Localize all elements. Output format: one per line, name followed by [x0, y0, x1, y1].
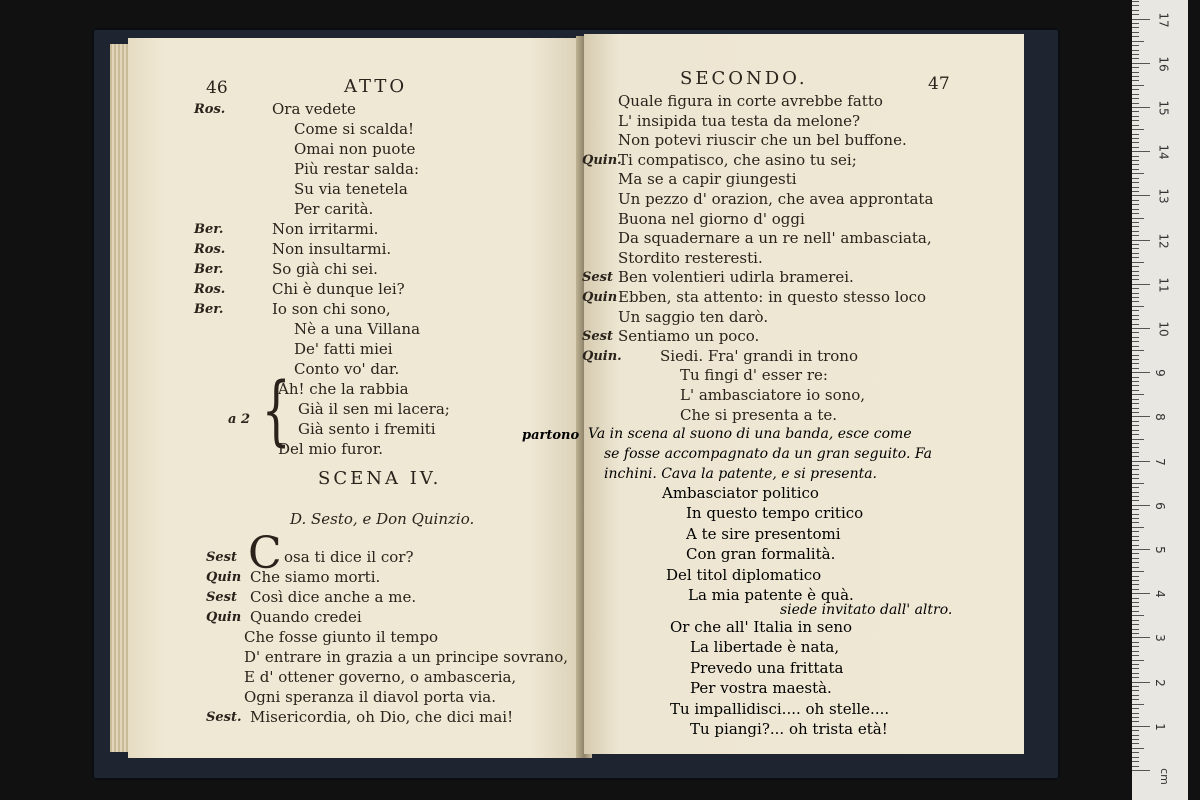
ruler-tick	[1132, 262, 1144, 263]
dialogue-line: Quando credei	[250, 608, 362, 626]
ruler-number: 17	[1156, 11, 1171, 28]
scene-title: SCENA IV.	[318, 468, 442, 489]
ruler-tick	[1132, 156, 1139, 157]
ruler-tick	[1132, 704, 1144, 705]
ruler-tick	[1132, 606, 1139, 607]
verse-line: Ma se a capir giungesti	[618, 170, 797, 189]
verse-line: Un saggio ten darò.	[618, 307, 769, 326]
ruler-tick	[1132, 337, 1139, 338]
ruler-tick	[1132, 558, 1139, 559]
ruler-tick	[1132, 708, 1139, 709]
verse-line: Che si presenta a te.	[680, 405, 838, 424]
dialogue-line: E d' ottener governo, o ambasceria,	[244, 668, 517, 686]
ruler-tick	[1132, 111, 1139, 112]
speaker-label: Sest	[582, 270, 613, 286]
ruler-tick	[1132, 248, 1139, 249]
ruler-tick	[1132, 598, 1139, 599]
verse-line: Ambasciator politico	[662, 484, 819, 502]
ruler-number: 1	[1152, 722, 1167, 731]
ruler-tick	[1132, 567, 1139, 568]
verse-line: Per vostra maestà.	[690, 679, 832, 698]
ruler-tick	[1132, 425, 1139, 426]
ruler-tick	[1132, 682, 1150, 683]
ruler-tick	[1132, 120, 1139, 121]
ruler-tick	[1132, 686, 1139, 687]
ruler-number: 5	[1152, 546, 1167, 554]
speaker-label: Sest	[206, 550, 237, 565]
ruler-number: 12	[1156, 232, 1171, 249]
ruler-tick	[1132, 408, 1139, 409]
ruler-tick	[1132, 483, 1144, 484]
ruler-tick	[1132, 178, 1139, 179]
speaker-label: Ros.	[194, 102, 226, 117]
verse-line: Io son chi sono,	[272, 300, 391, 318]
ruler-tick	[1132, 324, 1139, 325]
ruler-tick	[1132, 531, 1139, 532]
ruler-tick	[1132, 500, 1139, 501]
ruler-tick	[1132, 98, 1139, 99]
ruler-tick	[1132, 487, 1139, 488]
ruler-tick	[1132, 301, 1139, 302]
ruler-tick	[1132, 390, 1139, 391]
ruler-tick	[1132, 14, 1139, 15]
ruler-tick	[1132, 85, 1144, 86]
ruler-tick	[1132, 213, 1139, 214]
ruler-tick	[1132, 492, 1139, 493]
ruler-tick	[1132, 173, 1144, 174]
ruler-tick	[1132, 549, 1150, 550]
ruler-number: 16	[1156, 56, 1171, 72]
ruler-tick	[1132, 103, 1139, 104]
ruler-tick	[1132, 297, 1139, 298]
dialogue-line: osa ti dice il cor?	[284, 548, 414, 566]
ruler-tick	[1132, 412, 1139, 413]
ruler-tick	[1132, 478, 1139, 479]
ruler-tick	[1132, 76, 1139, 77]
ruler-tick	[1132, 19, 1150, 20]
speaker-label: Ros.	[194, 242, 226, 257]
ruler-tick	[1132, 372, 1150, 373]
speaker-label: Quin	[582, 290, 618, 305]
ruler-tick	[1132, 571, 1144, 572]
ruler-tick	[1132, 346, 1139, 347]
ruler-tick	[1132, 540, 1139, 541]
verse-line: Ben volentieri udirla bramerei.	[618, 268, 854, 287]
ruler-tick	[1132, 125, 1139, 126]
speaker-label: Ber.	[194, 222, 224, 237]
ruler-tick	[1132, 142, 1139, 143]
verse-line: Conto vo' dar.	[294, 360, 400, 378]
ruler-tick	[1132, 355, 1139, 356]
verse-line: Tu piangi?... oh trista età!	[690, 720, 888, 738]
ruler-tick	[1132, 332, 1139, 333]
ruler-tick	[1132, 469, 1139, 470]
ruler-tick	[1132, 116, 1139, 117]
ruler-tick	[1132, 743, 1139, 744]
speaker-label: Sest	[582, 329, 613, 345]
ruler-tick	[1132, 717, 1139, 718]
verse-line: Tu impallidisci.... oh stelle....	[670, 699, 890, 718]
ruler-tick	[1132, 576, 1139, 577]
speaker-label: Ber.	[194, 262, 224, 277]
ruler-tick	[1132, 350, 1144, 351]
ruler-tick	[1132, 377, 1139, 378]
ruler-tick	[1132, 58, 1139, 59]
ruler-tick	[1132, 739, 1139, 740]
verse-line: Non insultarmi.	[272, 240, 392, 258]
ruler-tick	[1132, 721, 1139, 722]
ruler-tick	[1132, 134, 1139, 135]
left-page	[128, 38, 584, 758]
ruler-tick	[1132, 602, 1139, 603]
ruler-tick	[1132, 284, 1150, 285]
ruler-tick	[1132, 72, 1139, 73]
ruler-tick	[1132, 456, 1139, 457]
speaker-label: Quin	[206, 610, 242, 625]
ruler-tick	[1132, 430, 1139, 431]
ruler-tick	[1132, 63, 1150, 64]
ruler-tick	[1132, 271, 1139, 272]
ruler-number: 6	[1152, 501, 1167, 510]
speaker-label: Quin.	[582, 348, 622, 364]
dialogue-line: Misericordia, oh Dio, che dici mai!	[250, 708, 514, 726]
ruler-tick	[1132, 253, 1139, 254]
scene-cast: D. Sesto, e Don Quinzio.	[290, 510, 475, 528]
ruler-tick	[1132, 169, 1139, 170]
ruler-number: 3	[1152, 634, 1167, 643]
ruler-tick	[1132, 761, 1139, 762]
ruler-number: 2	[1152, 678, 1167, 687]
ruler-tick	[1132, 713, 1139, 714]
verse-line: Un pezzo d' orazion, che avea approntata	[618, 190, 934, 208]
stage-direction-line: Va in scena al suono di una banda, esce come	[588, 426, 912, 442]
ruler-tick	[1132, 385, 1139, 386]
verse-line: Già il sen mi lacera;	[298, 400, 450, 418]
ruler-tick	[1132, 288, 1139, 289]
verse-line: Su via tenetela	[294, 180, 408, 198]
dialogue-line: Che siamo morti.	[250, 568, 381, 586]
verse-line: Non potevi riuscir che un bel buffone.	[618, 131, 907, 150]
ruler-tick	[1132, 293, 1139, 294]
ruler-tick	[1132, 651, 1139, 652]
ruler-tick	[1132, 94, 1139, 95]
ruler-tick	[1132, 589, 1139, 590]
verse-line: L' ambasciatore io sono,	[680, 386, 866, 404]
verse-line: Tu fingi d' esser re:	[680, 366, 828, 385]
ruler-tick	[1132, 45, 1139, 46]
ruler-tick	[1132, 518, 1139, 519]
ruler-tick	[1132, 381, 1139, 382]
verse-line: Quale figura in corte avrebbe fatto	[618, 92, 883, 110]
ruler-tick	[1132, 527, 1144, 528]
verse-line: Del titol diplomatico	[666, 565, 822, 584]
ruler-tick	[1132, 200, 1139, 201]
brace-label: a 2	[228, 412, 250, 427]
ruler-tick	[1132, 231, 1139, 232]
right-page-number: 47	[928, 74, 950, 94]
verse-line: Chi è dunque lei?	[272, 280, 405, 298]
ruler-tick	[1132, 443, 1139, 444]
ruler-tick	[1132, 244, 1139, 245]
ruler-tick	[1132, 319, 1139, 320]
ruler-tick	[1132, 5, 1139, 6]
ruler-tick	[1132, 416, 1150, 417]
ruler-tick	[1132, 218, 1144, 219]
verse-line: Del mio furor.	[278, 440, 383, 458]
verse-line: Stordito resteresti.	[618, 248, 763, 267]
speaker-label: Ros.	[194, 282, 226, 297]
ruler-tick	[1132, 770, 1150, 771]
ruler-tick	[1132, 275, 1139, 276]
left-page-number: 46	[206, 78, 228, 98]
ruler-tick	[1132, 222, 1139, 223]
ruler-tick	[1132, 584, 1139, 585]
ruler-tick	[1132, 151, 1150, 152]
ruler-tick	[1132, 89, 1139, 90]
ruler-tick	[1132, 191, 1139, 192]
ruler-number: 14	[1156, 144, 1171, 160]
speaker-label: Sest	[206, 590, 237, 605]
verse-line: In questo tempo critico	[686, 504, 864, 523]
ruler-tick	[1132, 54, 1139, 55]
ruler-tick	[1132, 235, 1139, 236]
dialogue-line: Ogni speranza il diavol porta via.	[244, 688, 496, 706]
ruler-tick	[1132, 545, 1139, 546]
speaker-label: Quin.	[582, 152, 622, 168]
verse-line: Per carità.	[294, 200, 374, 218]
ruler-tick	[1132, 757, 1139, 758]
ruler-tick	[1132, 461, 1150, 462]
ruler-tick	[1132, 646, 1139, 647]
ruler-tick	[1132, 204, 1139, 205]
ruler-number: 8	[1152, 413, 1167, 422]
ruler-tick	[1132, 514, 1139, 515]
ruler-tick	[1132, 505, 1150, 506]
ruler-tick	[1132, 147, 1139, 148]
verse-line: Già sento i fremiti	[298, 420, 436, 438]
verse-line: Non irritarmi.	[272, 220, 379, 238]
ruler-tick	[1132, 735, 1139, 736]
ruler-tick	[1132, 730, 1139, 731]
ruler-tick	[1132, 536, 1139, 537]
ruler-tick	[1132, 209, 1139, 210]
verse-line: So già chi sei.	[272, 260, 378, 278]
stage-direction-line: inchini. Cava la patente, e si presenta.	[604, 466, 878, 482]
verse-line: La mia patente è quà.	[688, 586, 854, 604]
verse-line: Come si scalda!	[294, 120, 415, 138]
ruler-tick	[1132, 752, 1139, 753]
ruler-tick	[1132, 399, 1139, 400]
drop-cap: C	[248, 528, 282, 579]
ruler-tick	[1132, 195, 1150, 196]
ruler-tick	[1132, 315, 1139, 316]
speaker-label: Quin	[206, 570, 242, 585]
ruler-tick	[1132, 642, 1139, 643]
measuring-ruler	[1132, 0, 1188, 800]
ruler-tick	[1132, 138, 1139, 139]
ruler-tick	[1132, 474, 1139, 475]
verse-line: Ora vedete	[272, 100, 356, 118]
speaker-label: Ber.	[194, 302, 224, 317]
ruler-tick	[1132, 266, 1139, 267]
ruler-tick	[1132, 677, 1139, 678]
ruler-number: 15	[1156, 100, 1171, 116]
ruler-tick	[1132, 328, 1150, 329]
ruler-tick	[1132, 187, 1139, 188]
verse-line: A te sire presentomi	[686, 524, 841, 543]
margin-note: partono	[522, 428, 580, 443]
ruler-tick	[1132, 690, 1139, 691]
ruler-number: 11	[1156, 277, 1171, 293]
ruler-tick	[1132, 748, 1144, 749]
verse-line: Siedi. Fra' grandi in trono	[660, 346, 858, 365]
ruler-tick	[1132, 660, 1144, 661]
ruler-tick	[1132, 164, 1139, 165]
verse-line: Or che all' Italia in seno	[670, 618, 853, 636]
ruler-number: 13	[1156, 188, 1171, 205]
ruler-tick	[1132, 633, 1139, 634]
ruler-tick	[1132, 10, 1139, 11]
ruler-tick	[1132, 160, 1139, 161]
dialogue-line: Che fosse giunto il tempo	[244, 628, 439, 646]
ruler-tick	[1132, 50, 1139, 51]
ruler-tick	[1132, 562, 1139, 563]
ruler-tick	[1132, 403, 1139, 404]
ruler-tick	[1132, 522, 1139, 523]
ruler-tick	[1132, 36, 1139, 37]
ruler-tick	[1132, 421, 1139, 422]
stage-direction-2: siede invitato dall' altro.	[780, 602, 953, 618]
ruler-tick	[1132, 726, 1150, 727]
ruler-tick	[1132, 655, 1139, 656]
ruler-tick	[1132, 67, 1139, 68]
ruler-tick	[1132, 107, 1150, 108]
ruler-tick	[1132, 310, 1139, 311]
ruler-tick	[1132, 580, 1139, 581]
ruler-tick	[1132, 611, 1139, 612]
ruler-tick	[1132, 1, 1139, 2]
ruler-tick	[1132, 434, 1139, 435]
ruler-number: 7	[1152, 457, 1167, 466]
verse-line: Buona nel giorno d' oggi	[618, 209, 805, 228]
verse-line: Omai non puote	[294, 140, 416, 158]
ruler-tick	[1132, 452, 1139, 453]
verse-line: Con gran formalità.	[686, 545, 836, 564]
verse-line: La libertade è nata,	[690, 638, 840, 657]
ruler-number: 10	[1156, 321, 1171, 337]
ruler-number: 4	[1152, 590, 1167, 599]
ruler-tick	[1132, 41, 1144, 42]
ruler-tick	[1132, 368, 1139, 369]
ruler-tick	[1132, 668, 1139, 669]
verse-line: Più restar salda:	[294, 160, 420, 178]
verse-line: De' fatti miei	[294, 340, 393, 358]
speaker-label: Sest.	[206, 710, 242, 725]
ruler-tick	[1132, 23, 1139, 24]
ruler-tick	[1132, 629, 1139, 630]
verse-line: Nè a una Villana	[294, 320, 421, 338]
ruler-tick	[1132, 27, 1139, 28]
ruler-tick	[1132, 637, 1150, 638]
ruler-tick	[1132, 673, 1139, 674]
ruler-tick	[1132, 226, 1139, 227]
right-page-header: SECONDO.	[680, 68, 808, 89]
ruler-tick	[1132, 32, 1139, 33]
ruler-number: 9	[1152, 369, 1167, 378]
stage-direction-line: se fosse accompagnato da un gran seguito. Fa	[604, 446, 932, 462]
ruler-tick	[1132, 465, 1139, 466]
ruler-tick	[1132, 80, 1139, 81]
ruler-tick	[1132, 394, 1144, 395]
dialogue-line: D' entrare in grazia a un principe sovrano,	[244, 648, 569, 666]
verse-line: Da squadernare a un re nell' ambasciata,	[618, 229, 932, 248]
ruler-tick	[1132, 509, 1139, 510]
ruler-tick	[1132, 279, 1139, 280]
verse-line: L' insipida tua testa da melone?	[618, 111, 861, 130]
ruler-tick	[1132, 257, 1139, 258]
ruler-tick	[1132, 496, 1139, 497]
verse-line: Ebben, sta attento: in questo stesso loco	[618, 288, 927, 306]
ruler-tick	[1132, 699, 1139, 700]
ruler-tick	[1132, 624, 1139, 625]
ruler-tick	[1132, 363, 1139, 364]
ruler-tick	[1132, 341, 1139, 342]
ruler-tick	[1132, 306, 1144, 307]
ruler-tick	[1132, 615, 1144, 616]
ruler-tick	[1132, 695, 1139, 696]
verse-line: Ah! che la rabbia	[278, 380, 409, 398]
ruler-tick	[1132, 553, 1139, 554]
ruler-tick	[1132, 439, 1144, 440]
brace-symbol: {	[261, 365, 291, 454]
ruler-tick	[1132, 766, 1139, 767]
ruler-tick	[1132, 182, 1139, 183]
ruler-tick	[1132, 447, 1139, 448]
ruler-tick	[1132, 664, 1139, 665]
verse-line: Prevedo una frittata	[690, 658, 844, 677]
ruler-tick	[1132, 620, 1139, 621]
dialogue-line: Così dice anche a me.	[250, 588, 417, 606]
ruler-tick	[1132, 129, 1144, 130]
ruler-unit: cm	[1157, 768, 1171, 785]
verse-line: Ti compatisco, che asino tu sei;	[618, 150, 857, 169]
verse-line: Sentiamo un poco.	[618, 327, 760, 346]
ruler-tick	[1132, 359, 1139, 360]
ruler-tick	[1132, 240, 1150, 241]
left-page-header: ATTO	[344, 76, 408, 97]
ruler-tick	[1132, 593, 1150, 594]
